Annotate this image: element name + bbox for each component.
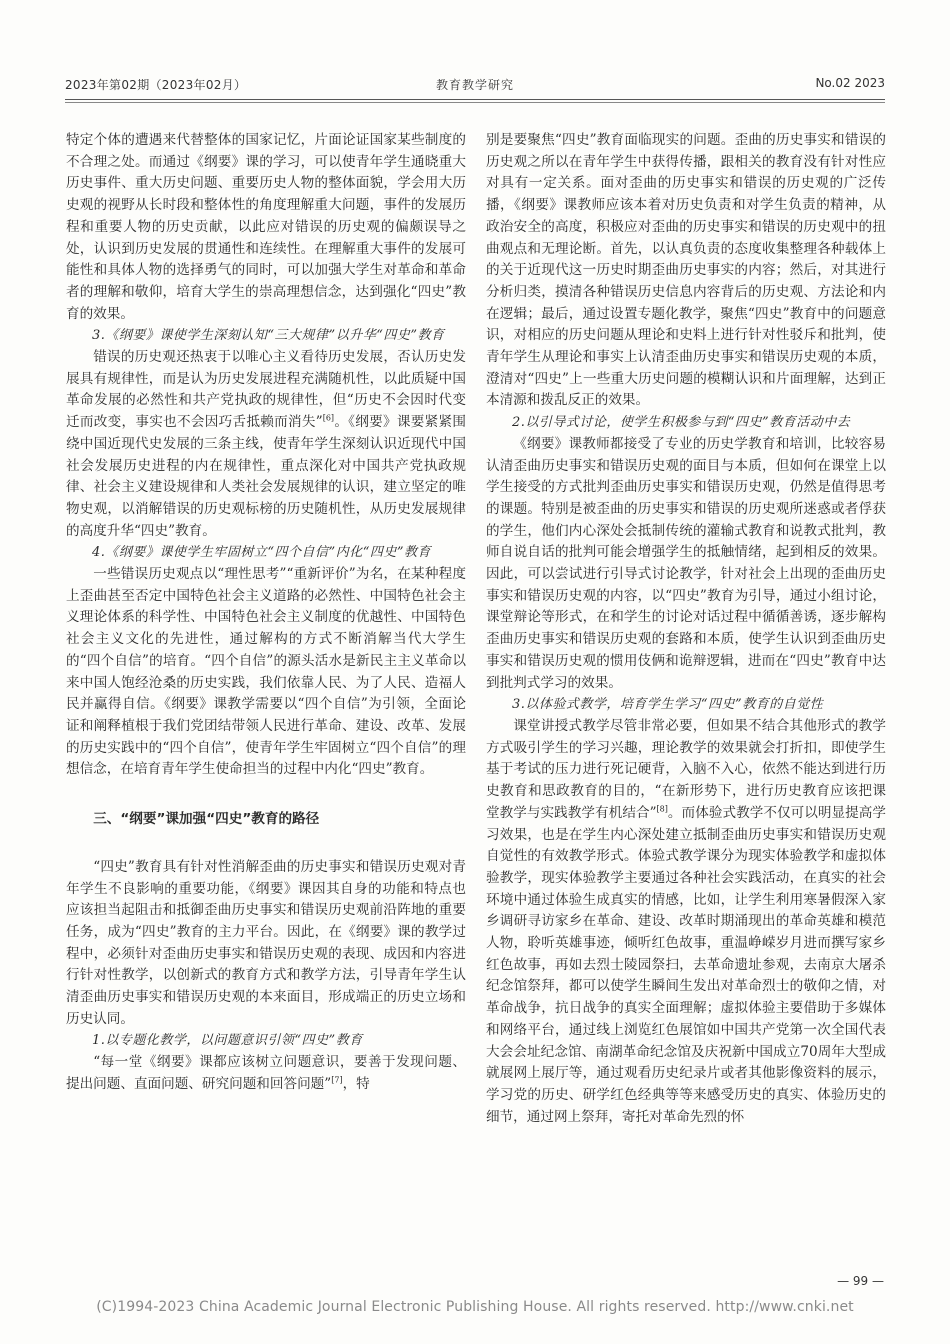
- citation[interactable]: [7]: [331, 1075, 343, 1085]
- paragraph: 一些错误历史观点以“理性思考”“重新评价”为名，在某种程度上歪曲甚至否定中国特色社会主义道路的必然性、中国特色社会主义理论体系的科学性、中国特色社会主义制度的优越性、中国特色社会主义文化的先进性，通过解构的方式不断消解当代大学生的“四个自信”的培育。“四个自信”的源头活水是新民主主义革命以来中国人饱经沧桑的历史实践，我们依靠人民、为了人民、造福人民并赢得自信。《纲要》课教学需要以“四个自信”为引领，全面论证和阐释植根于我们党团结带领人民进行革命、建设、改革、发展的历史实践中的“四个自信”，使青年学生牢固树立“四个自信”的理想信念，在培育青年学生使命担当的过程中内化“四史”教育。: [66, 566, 466, 778]
- right-column: [486, 130, 886, 1128]
- subheading: 3.《纲要》课使学生深刻认知“三大规律”以升华“四史”教育: [92, 328, 445, 344]
- left-column: [66, 130, 466, 1096]
- issue-number: No.02 2023: [815, 76, 885, 90]
- subheading: 3.以体验式教学，培育学生学习“四史”教育的自觉性: [512, 697, 824, 713]
- subheading: 4.《纲要》课使学生牢固树立“四个自信”内化“四史”教育: [92, 545, 431, 561]
- header-rule-thin: [65, 102, 885, 103]
- journal-name: 教育教学研究: [435, 78, 514, 92]
- paragraph: 错误的历史观还热衷于以唯心主义看待历史发展，否认历史发展具有规律性，而是认为历史发展进程充满随机性，以此质疑中国革命发展的必然性和共产党执政的规律性，但“历史不会因时代变迁而改变，事实也不会因巧舌抵赖而消失”[6]。《纲要》课要紧紧围绕中国近现代史发展的三条主线，使青年学生深刻认识近现代中国社会发展历史进程的内在规律性，重点深化对中国共产党执政规律、社会主义建设规律和人类社会发展规律的认识，建立坚定的唯物史观，以消解错误的历史观标榜的历史随机性，从历史发展规律的高度升华“四史”教育。: [66, 349, 466, 539]
- citation[interactable]: [8]: [656, 804, 668, 814]
- paragraph: 《纲要》课教师都接受了专业的历史学教育和培训，比较容易认清歪曲历史事实和错误历史观的面目与本质，但如何在课堂上以学生接受的方式批判歪曲历史事实和错误历史观，仍然是值得思考的课题。特别是被歪曲的历史事实和错误的历史观所迷惑或者俘获的学生，他们内心深处会抵制传统的灌输式教育和说教式批判，教师自说自话的批判可能会增强学生的抵触情绪，起到相反的效果。因此，可以尝试进行引导式讨论教学，针对社会上出现的歪曲历史事实和错误历史观的内容，以“四史”教育为引导，通过小组讨论，课堂辩论等形式，在和学生的讨论对话过程中循循善诱，逐步解构歪曲历史事实和错误历史观的套路和本质，使学生认识到歪曲历史事实和错误历史观的惯用伎俩和诡辩逻辑，进而在“四史”教育中达到批判式学习的效果。: [486, 435, 886, 691]
- paragraph: 别是要聚焦“四史”教育面临现实的问题。歪曲的历史事实和错误的历史观之所以在青年学生中获得传播，跟相关的教育没有针对性应对具有一定关系。面对歪曲的历史事实和错误的历史观的广泛传播，《纲要》课教师应该本着对历史负责和对学生负责的精神，从政治安全的高度，积极应对歪曲的历史事实和错误的历史观中的扭曲观点和无理论断。首先，以认真负责的态度收集整理各种载体上的关于近现代这一历史时期歪曲历史事实的内容；然后，对其进行分析归类，摸清各种错误历史信息内容背后的历史观、方法论和内在逻辑；最后，通过设置专题化教学，聚焦“四史”教育中的问题意识，对相应的历史问题从理论和史料上进行针对性驳斥和批判，使青年学生从理论和事实上认清歪曲历史事实和错误历史观的本质，澄清对“四史”上一些重大历史问题的模糊认识和片面理解，达到正本清源和拨乱反正的效果。: [486, 132, 886, 409]
- copyright-footer: (C)1994-2023 China Academic Journal Electronic Publishing House. All rights reserved. http://www.cnki.net: [96, 1299, 854, 1315]
- subheading: 1.以专题化教学，以问题意识引领“四史”教育: [92, 1033, 363, 1049]
- header-rule: [65, 99, 885, 100]
- paragraph: 课堂讲授式教学尽管非常必要，但如果不结合其他形式的教学方式吸引学生的学习兴趣，理论教学的效果就会打折扣，即使学生基于考试的压力进行死记硬背，入脑不入心，依然不能达到进行历史教育和思政教育的目的，“在新形势下，进行历史教育应该把课堂教学与实践教学有机结合”[8]。而体验式教学不仅可以明显提高学习效果，也是在学生内心深处建立抵制歪曲历史事实和错误历史观自觉性的有效教学形式。体验式教学课分为现实体验教学和虚拟体验教学，现实体验教学主要通过各种社会实践活动，在真实的社会环境中通过体验生成真实的情感，比如，让学生利用寒暑假深入家乡调研寻访家乡在革命、建设、改革时期涌现出的革命英雄和模范人物，聆听英雄事迹，倾听红色故事，重温峥嵘岁月进而撰写家乡红色故事，再如去烈士陵园祭扫，去革命遗址参观，去南京大屠杀纪念馆祭拜，都可以使学生瞬间生发出对革命烈士的敬仰之情，对革命战争，抗日战争的真实全面理解；虚拟体验主要借助于多媒体和网络平台，通过线上浏览红色展馆如中国共产党第一次全国代表大会会址纪念馆、南湖革命纪念馆及庆祝新中国成立70周年大型成就展网上展厅等，通过观看历史纪录片或者其他影像资料的展示，学习党的历史、研学红色经典等等来感受历史的真实、体验历史的细节，通过网上祭拜，寄托对革命先烈的怀: [486, 717, 887, 1125]
- subheading: 2.以引导式讨论，使学生积极参与到“四史”教育活动中去: [512, 415, 851, 431]
- section-heading: 三、“纲要”课加强“四史”教育的路径: [93, 811, 320, 828]
- paragraph: “四史”教育具有针对性消解歪曲的历史事实和错误历史观对青年学生不良影响的重要功能，《纲要》课因其自身的功能和特点也应该担当起阻击和抵御歪曲历史事实和错误历史观前沿阵地的重要任务，成为“四史”教育的主力平台。因此，在《纲要》课的教学过程中，必须针对歪曲历史事实和错误历史观的表现、成因和内容进行针对性教学，以创新式的教育方式和教学方法，引导青年学生认清歪曲历史事实和错误历史观的本来面目，形成端正的历史立场和历史认同。: [66, 858, 466, 1027]
- running-header: [65, 76, 885, 98]
- journal-issue: 2023年第02期（2023年02月）: [65, 78, 247, 92]
- paragraph: “每一堂《纲要》课都应该树立问题意识，要善于发现问题、提出问题、直面问题、研究问题和回答问题”[7]，特: [66, 1054, 466, 1092]
- paragraph: 特定个体的遭遇来代替整体的国家记忆，片面论证国家某些制度的不合理之处。而通过《纲要》课的学习，可以使青年学生通晓重大历史事件、重大历史问题、重要历史人物的整体面貌，学会用大历史观的视野从长时段和整体性的角度理解重大问题，事件的发展历程和重要人物的历史贡献，以此应对错误的历史观的偏颇误导之处，认识到历史发展的贯通性和连续性。在理解重大事件的发展可能性和具体人物的选择勇气的同时，可以加强大学生对革命和革命者的理解和敬仰，培育大学生的崇高理想信念，达到强化“四史”教育的效果。: [66, 132, 466, 322]
- page-number: — 99 —: [837, 1274, 884, 1288]
- citation[interactable]: [6]: [322, 413, 335, 423]
